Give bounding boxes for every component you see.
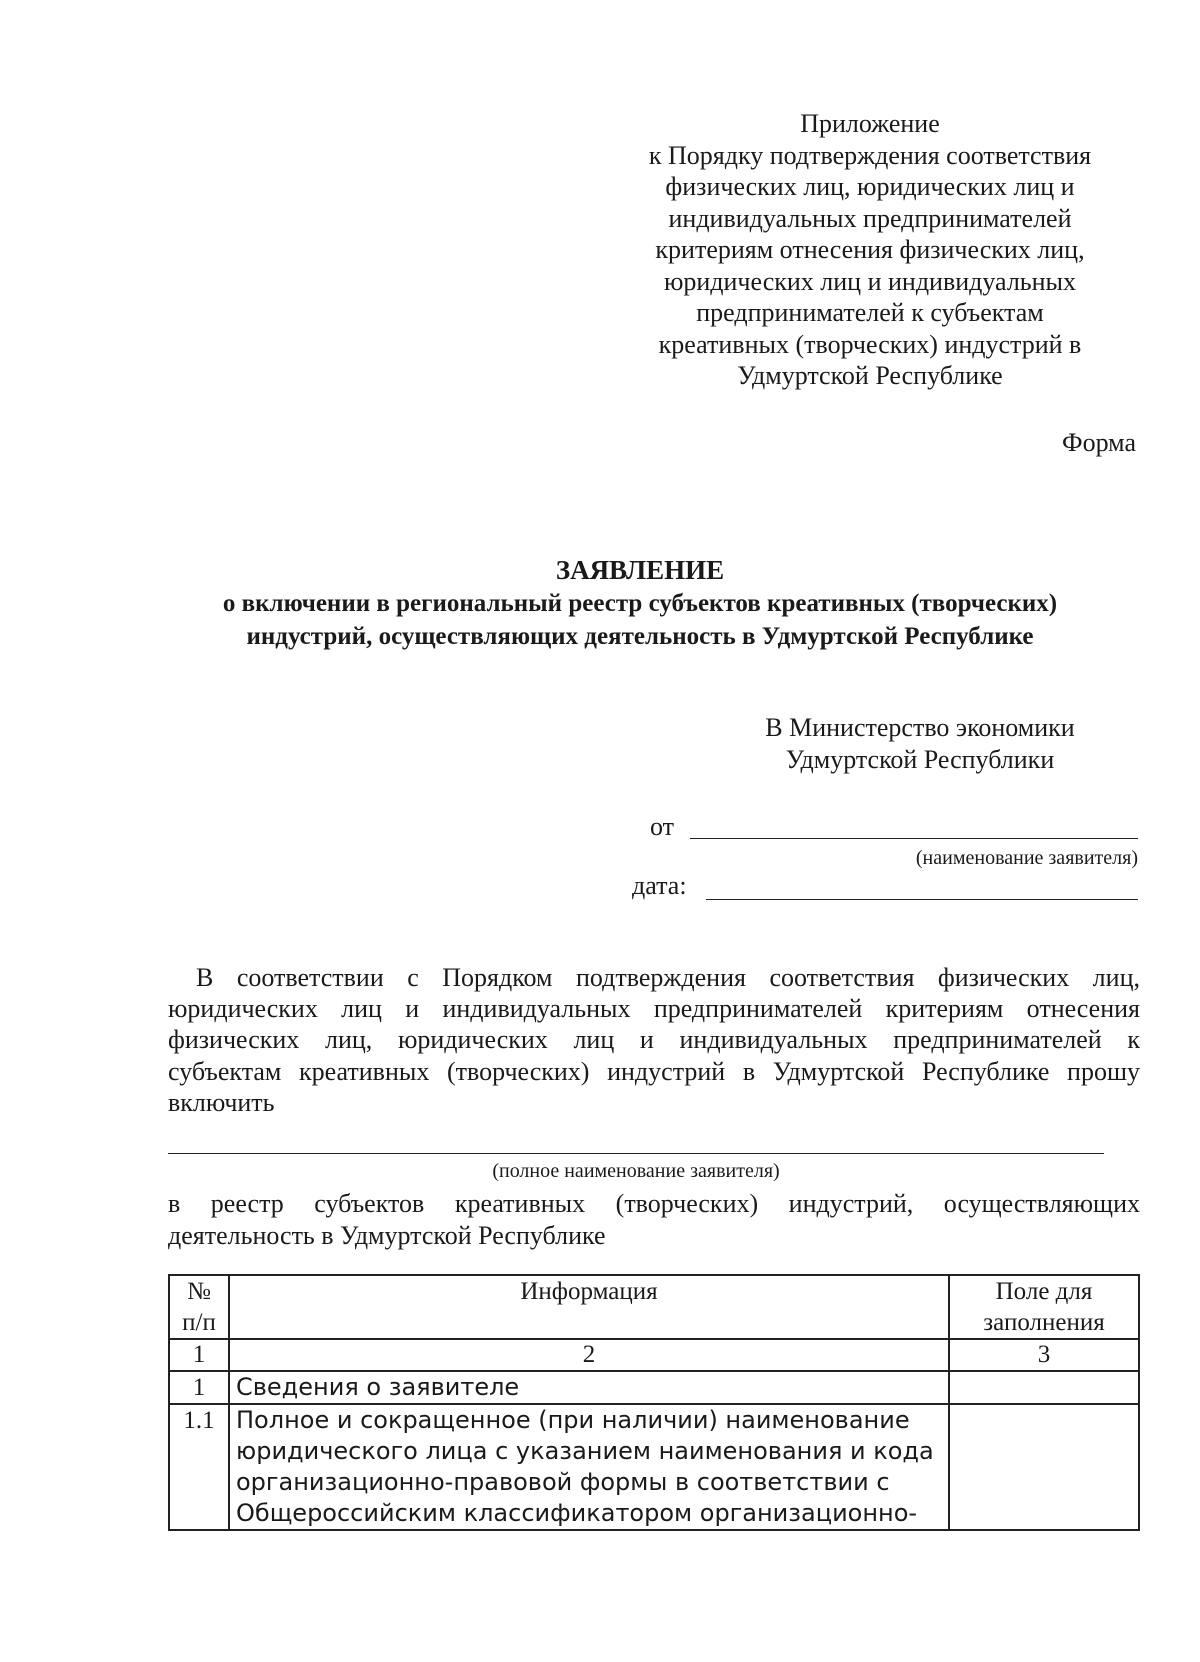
recipient-line: В Министерство экономики: [765, 713, 1075, 742]
body-paragraph-continued: [168, 1188, 1140, 1252]
header-num-line: п/п: [182, 1309, 216, 1336]
row-info-line: Сведения о заявителе: [236, 1373, 520, 1401]
row-field-cell[interactable]: [949, 1371, 1139, 1404]
column-number-cell: 2: [229, 1339, 949, 1371]
body-line: деятельность в Удмуртской Республике: [168, 1221, 606, 1250]
appendix-line: Приложение: [800, 109, 940, 138]
from-label: от: [650, 812, 675, 841]
form-label: Форма: [1062, 428, 1136, 457]
appendix-line: индивидуальных предпринимателей: [668, 203, 1072, 233]
table-column-numbers-row: [169, 1339, 1139, 1371]
date-field[interactable]: [632, 871, 1138, 905]
row-info-line: Полное и сокращенное (при наличии) наименование: [236, 1406, 910, 1434]
body-line: в реестр субъектов креативных (творческих) индустрий, осуществляющих: [168, 1189, 1140, 1218]
from-field[interactable]: [650, 812, 1138, 846]
applicant-name-hint: (полное наименование заявителя): [492, 1160, 780, 1182]
appendix-line: критериям отнесения физических лиц,: [655, 235, 1085, 264]
column-number-cell: 3: [949, 1339, 1139, 1371]
info-table: [168, 1274, 1140, 1531]
row-field-cell[interactable]: [949, 1404, 1139, 1530]
header-num-cell: [169, 1275, 229, 1339]
header-field-line: заполнения: [983, 1309, 1105, 1336]
appendix-line: к Порядку подтверждения соответствия: [648, 140, 1092, 170]
appendix-line: предпринимателей к субъектам: [696, 298, 1044, 327]
row-info-cell: [229, 1404, 949, 1530]
table-row: [169, 1404, 1139, 1530]
body-paragraph: [168, 962, 1140, 1118]
from-hint: (наименование заявителя): [915, 847, 1138, 869]
header-num-line: №: [187, 1278, 211, 1305]
header-field-cell: [949, 1275, 1139, 1339]
from-underline[interactable]: [690, 838, 1138, 839]
header-info-cell: Информация: [229, 1275, 949, 1339]
row-number-cell: 1.1: [169, 1404, 229, 1530]
appendix-line: Удмуртской Республике: [737, 361, 1003, 390]
row-info-line: организационно-правовой формы в соответствии с: [236, 1468, 890, 1496]
table-row: [169, 1371, 1139, 1404]
body-line: юридических лиц и индивидуальных предпринимателей критериям отнесения: [168, 994, 1140, 1024]
row-number-cell: 1: [169, 1371, 229, 1404]
title-main: ЗАЯВЛЕНИЕ: [555, 555, 725, 585]
row-info-cell: [229, 1371, 949, 1404]
body-line: субъектам креативных (творческих) индустрий в Удмуртской Республике прошу: [168, 1056, 1140, 1086]
recipient-line: Удмуртской Республики: [785, 745, 1055, 774]
body-line: включить: [168, 1087, 275, 1117]
appendix-line: юридических лиц и индивидуальных: [663, 266, 1077, 296]
appendix-line: физических лиц, юридических лиц и: [665, 172, 1075, 201]
title-line: индустрий, осуществляющих деятельность в Удмуртской Республике: [246, 623, 1034, 650]
body-line: В соответствии с Порядком подтверждения соответствия физических лиц,: [196, 963, 1140, 992]
appendix-line: креативных (творческих) индустрий в: [658, 329, 1082, 359]
row-info-line: юридического лица с указанием наименования и кода: [236, 1437, 934, 1465]
row-info-line: Общероссийским классификатором организационно-: [236, 1499, 918, 1527]
recipient-block: [700, 712, 1140, 776]
column-number-cell: 1: [169, 1339, 229, 1371]
document-title: [140, 553, 1140, 653]
date-underline[interactable]: [706, 899, 1138, 900]
body-line: физических лиц, юридических лиц и индивидуальных предпринимателей к: [168, 1025, 1140, 1055]
date-label: дата:: [632, 871, 687, 900]
header-field-line: Поле для: [995, 1278, 1093, 1305]
title-line: о включении в региональный реестр субъектов креативных (творческих): [222, 590, 1058, 617]
table-header-row: [169, 1275, 1139, 1339]
appendix-header: [600, 108, 1140, 392]
applicant-name-underline[interactable]: [168, 1153, 1104, 1154]
